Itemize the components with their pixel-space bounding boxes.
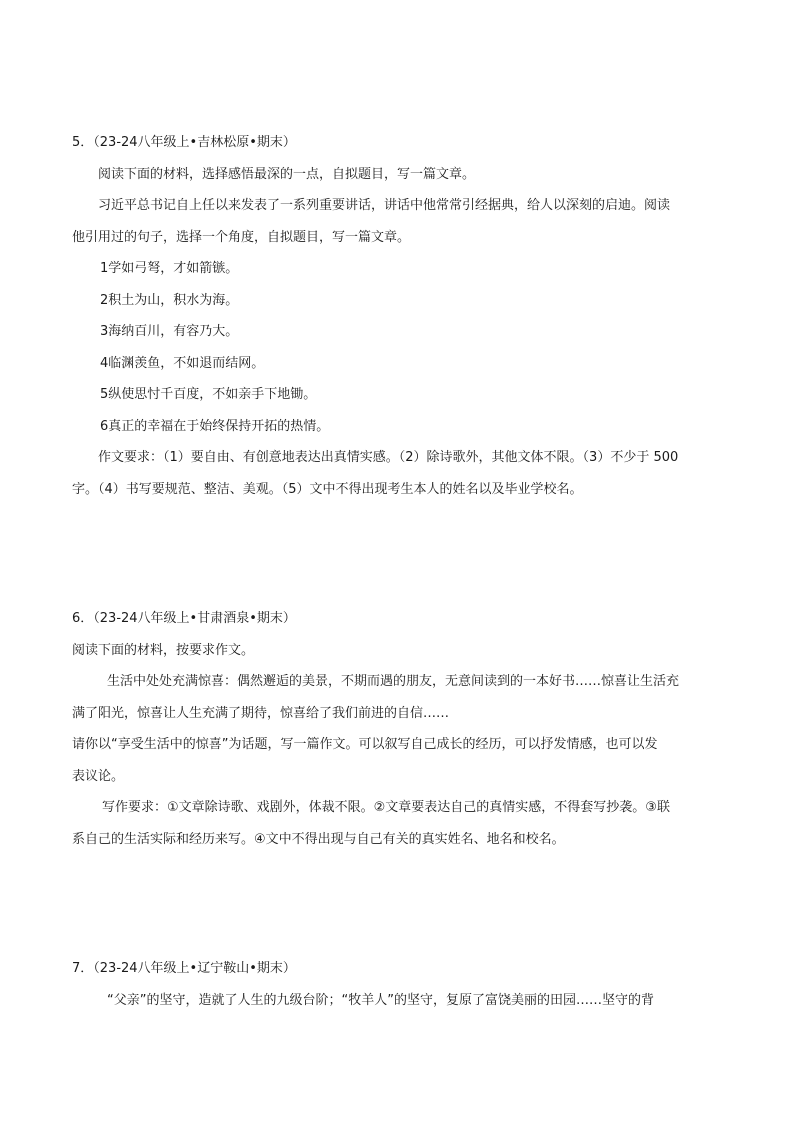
- question-5-requirements-line-2: 字。（4）书写要规范、整洁、美观。（5）文中不得出现考生本人的姓名以及毕业学校名。: [72, 481, 583, 497]
- question-6: [72, 603, 728, 855]
- question-6-material-line-1: 生活中处处充满惊喜：偶然邂逅的美景，不期而遇的朋友，无意间读到的一本好书……惊喜让生活充: [107, 674, 680, 689]
- quote-item-3: 3海纳百川，有容乃大。: [100, 324, 239, 339]
- question-6-intro: 阅读下面的材料，按要求作文。: [72, 642, 255, 658]
- question-6-task-line-2: 表议论。: [72, 768, 125, 784]
- question-6-requirements-line-2: 系自己的生活实际和经历来写。④文中不得出现与自己有关的真实姓名、地名和校名。: [72, 831, 565, 847]
- question-5-header: 5．（23-24八年级上•吉林松原•期末）: [72, 135, 296, 150]
- question-7-material-line-1: “父亲”的坚守，造就了人生的九级台阶；“牧羊人”的坚守，复原了富饶美丽的田园……坚守的背: [107, 992, 654, 1008]
- question-5-paragraph-line-2: 他引用过的句子，选择一个角度，自拟题目，写一篇文章。: [72, 229, 411, 245]
- question-7: [72, 953, 728, 1016]
- quote-item-5: 5纵使思忖千百度，不如亲手下地锄。: [100, 387, 317, 402]
- quote-item-1: 1学如弓弩，才如箭镞。: [100, 261, 239, 276]
- quote-item-6: 6真正的幸福在于始终保持开拓的热情。: [100, 418, 330, 434]
- question-6-header: 6．（23-24八年级上•甘肃酒泉•期末）: [72, 611, 296, 626]
- question-7-header: 7．（23-24八年级上•辽宁鞍山•期末）: [72, 961, 296, 976]
- question-6-task-line-1: 请你以“享受生活中的惊喜”为话题，写一篇作文。可以叙写自己成长的经历，可以抒发情感，也可以发: [72, 737, 658, 752]
- question-5: [72, 127, 728, 505]
- question-5-paragraph-line-1: 习近平总书记自上任以来发表了一系列重要讲话，讲话中他常常引经据典，给人以深刻的启迪。阅读: [98, 198, 671, 213]
- quote-item-4: 4临渊羡鱼，不如退而结网。: [100, 355, 265, 371]
- question-5-requirements-line-1: 作文要求：（1）要自由、有创意地表达出真情实感。（2）除诗歌外，其他文体不限。（3）不少于 500: [98, 450, 679, 465]
- question-5-intro: 阅读下面的材料，选择感悟最深的一点，自拟题目，写一篇文章。: [98, 166, 476, 182]
- quote-item-2: 2积土为山，积水为海。: [100, 292, 239, 308]
- question-6-material-line-2: 满了阳光，惊喜让人生充满了期待，惊喜给了我们前进的自信……: [72, 705, 450, 721]
- question-6-requirements-line-1: 写作要求：①文章除诗歌、戏剧外，体裁不限。②文章要表达自己的真情实感，不得套写抄袭。③联: [102, 800, 670, 815]
